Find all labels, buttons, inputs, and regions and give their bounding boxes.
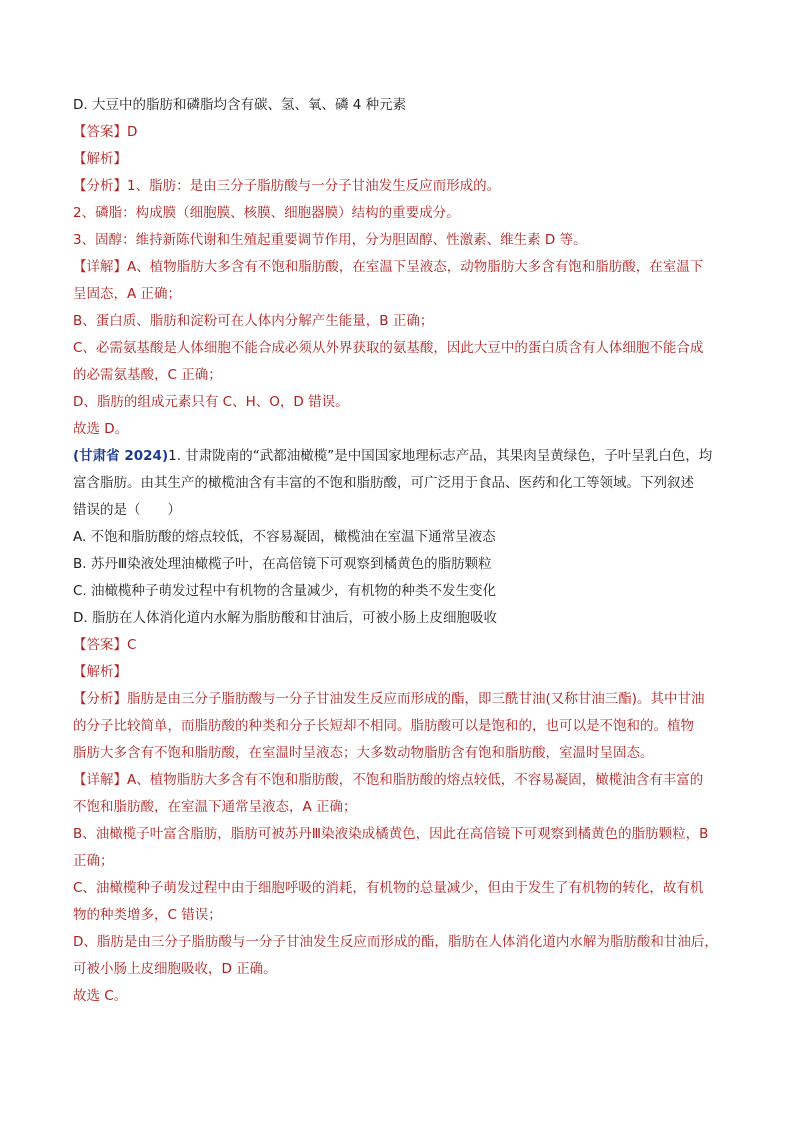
document-body [73,92,735,1010]
q1-option-d: D. 大豆中的脂肪和磷脂均含有碳、氢、氧、磷 4 种元素 [73,97,407,113]
q2-answer-label: 【答案】 [73,637,127,653]
q2-xiangjie-c-line-2: 物的种类增多，C 错误； [73,907,222,923]
q2-xiangjie-d-line-2: 可被小肠上皮细胞吸收，D 正确。 [73,961,277,977]
q2-option-d: D. 脂肪在人体消化道内水解为脂肪酸和甘油后，可被小肠上皮细胞吸收 [73,610,497,626]
q2-xiangjie-a-line-2: 不饱和脂肪酸，在室温下通常呈液态，A 正确； [73,799,357,815]
q2-fenxi-line-2: 的分子比较简单，而脂肪酸的种类和分子长短却不相同。脂肪酸可以是饱和的，也可以是不饱和的。植物 [73,718,694,734]
q2-xiangjie-b-line-1: B、油橄榄子叶富含脂肪，脂肪可被苏丹Ⅲ染液染成橘黄色，因此在高倍镜下可观察到橘黄色的脂肪颗粒，B [73,826,709,842]
q2-option-b: B. 苏丹Ⅲ染液处理油橄榄子叶，在高倍镜下可观察到橘黄色的脂肪颗粒 [73,556,492,572]
q1-xiangjie-a-line-1 [73,254,735,281]
q1-fenxi-line-2: 2、磷脂：构成膜（细胞膜、核膜、细胞器膜）结构的重要成分。 [73,205,460,221]
q2-analysis-label: 【解析】 [73,664,127,680]
q1-analysis-label: 【解析】 [73,151,127,167]
q2-fenxi-line-1 [73,686,735,713]
q1-fenxi-line-1 [73,173,735,200]
q2-answer-value: C [127,637,137,653]
q2-stem-line-1 [73,443,735,470]
q2-option-a: A. 不饱和脂肪酸的熔点较低，不容易凝固，橄榄油在室温下通常呈液态 [73,529,496,545]
q1-fenxi-line-3: 3、固醇：维持新陈代谢和生殖起重要调节作用，分为胆固醇、性激素、维生素 D 等。 [73,232,587,248]
q1-fenxi-text-1: 1、脂肪：是由三分子脂肪酸与一分子甘油发生反应而形成的。 [127,178,501,194]
q2-fenxi-text-1: 脂肪是由三分子脂肪酸与一分子甘油发生反应而形成的酯，即三酰甘油(又称甘油三酯)。其中甘油 [127,691,705,707]
q2-fenxi-line-3: 脂肪大多含有不饱和脂肪酸，在室温时呈液态；大多数动物脂肪含有饱和脂肪酸，室温时呈固态。 [73,745,654,761]
q1-xiangjie-d: D、脂肪的组成元素只有 C、H、O，D 错误。 [73,394,349,410]
q2-xiangjie-a-line-1 [73,767,735,794]
q2-option-c: C. 油橄榄种子萌发过程中有机物的含量减少，有机物的种类不发生变化 [73,583,497,599]
q1-xiangjie-a-text-1: A、植物脂肪大多含有不饱和脂肪酸，在室温下呈液态，动物脂肪大多含有饱和脂肪酸，在室温下 [127,259,704,275]
q1-answer-value: D [127,124,138,140]
question-2-section [73,443,735,1010]
q2-xiangjie-label: 【详解】 [73,772,127,788]
q1-xiangjie-b: B、蛋白质、脂肪和淀粉可在人体内分解产生能量，B 正确； [73,313,434,329]
q1-xiangjie-label: 【详解】 [73,259,127,275]
q1-fenxi-label: 【分析】 [73,178,127,194]
q2-xiangjie-d-line-1: D、脂肪是由三分子脂肪酸与一分子甘油发生反应而形成的酯，脂肪在人体消化道内水解为脂肪酸和甘油后， [73,934,718,950]
q1-answer-line [73,119,735,146]
question-1-section [73,92,735,443]
q1-xiangjie-c-line-2: 的必需氨基酸，C 正确； [73,367,222,383]
q2-stem-text-1: 1. 甘肃陇南的“武都油橄榄”是中国国家地理标志产品，其果肉呈黄绿色，子叶呈乳白色，均 [168,448,713,464]
q2-xiangjie-b-line-2: 正确； [73,853,114,869]
q2-xiangjie-a-text-1: A、植物脂肪大多含有不饱和脂肪酸，不饱和脂肪酸的熔点较低，不容易凝固，橄榄油含有丰富的 [127,772,704,788]
q1-xiangjie-a-line-2: 呈固态，A 正确； [73,286,182,302]
q2-source-tag: (甘肃省 2024) [73,448,169,464]
q1-answer-label: 【答案】 [73,124,127,140]
q2-stem-line-3: 错误的是（ ） [73,502,181,518]
q2-fenxi-label: 【分析】 [73,691,127,707]
q2-conclusion: 故选 C。 [73,988,128,1004]
q2-stem-line-2: 富含脂肪。由其生产的橄榄油含有丰富的不饱和脂肪酸，可广泛用于食品、医药和化工等领域。下列叙述 [73,475,694,491]
q2-answer-line [73,632,735,659]
q1-xiangjie-c-line-1: C、必需氨基酸是人体细胞不能合成必须从外界获取的氨基酸，因此大豆中的蛋白质含有人体细胞不能合成 [73,340,704,356]
q1-conclusion: 故选 D。 [73,421,129,437]
q2-xiangjie-c-line-1: C、油橄榄种子萌发过程中由于细胞呼吸的消耗，有机物的总量减少，但由于发生了有机物的转化，故有机 [73,880,704,896]
